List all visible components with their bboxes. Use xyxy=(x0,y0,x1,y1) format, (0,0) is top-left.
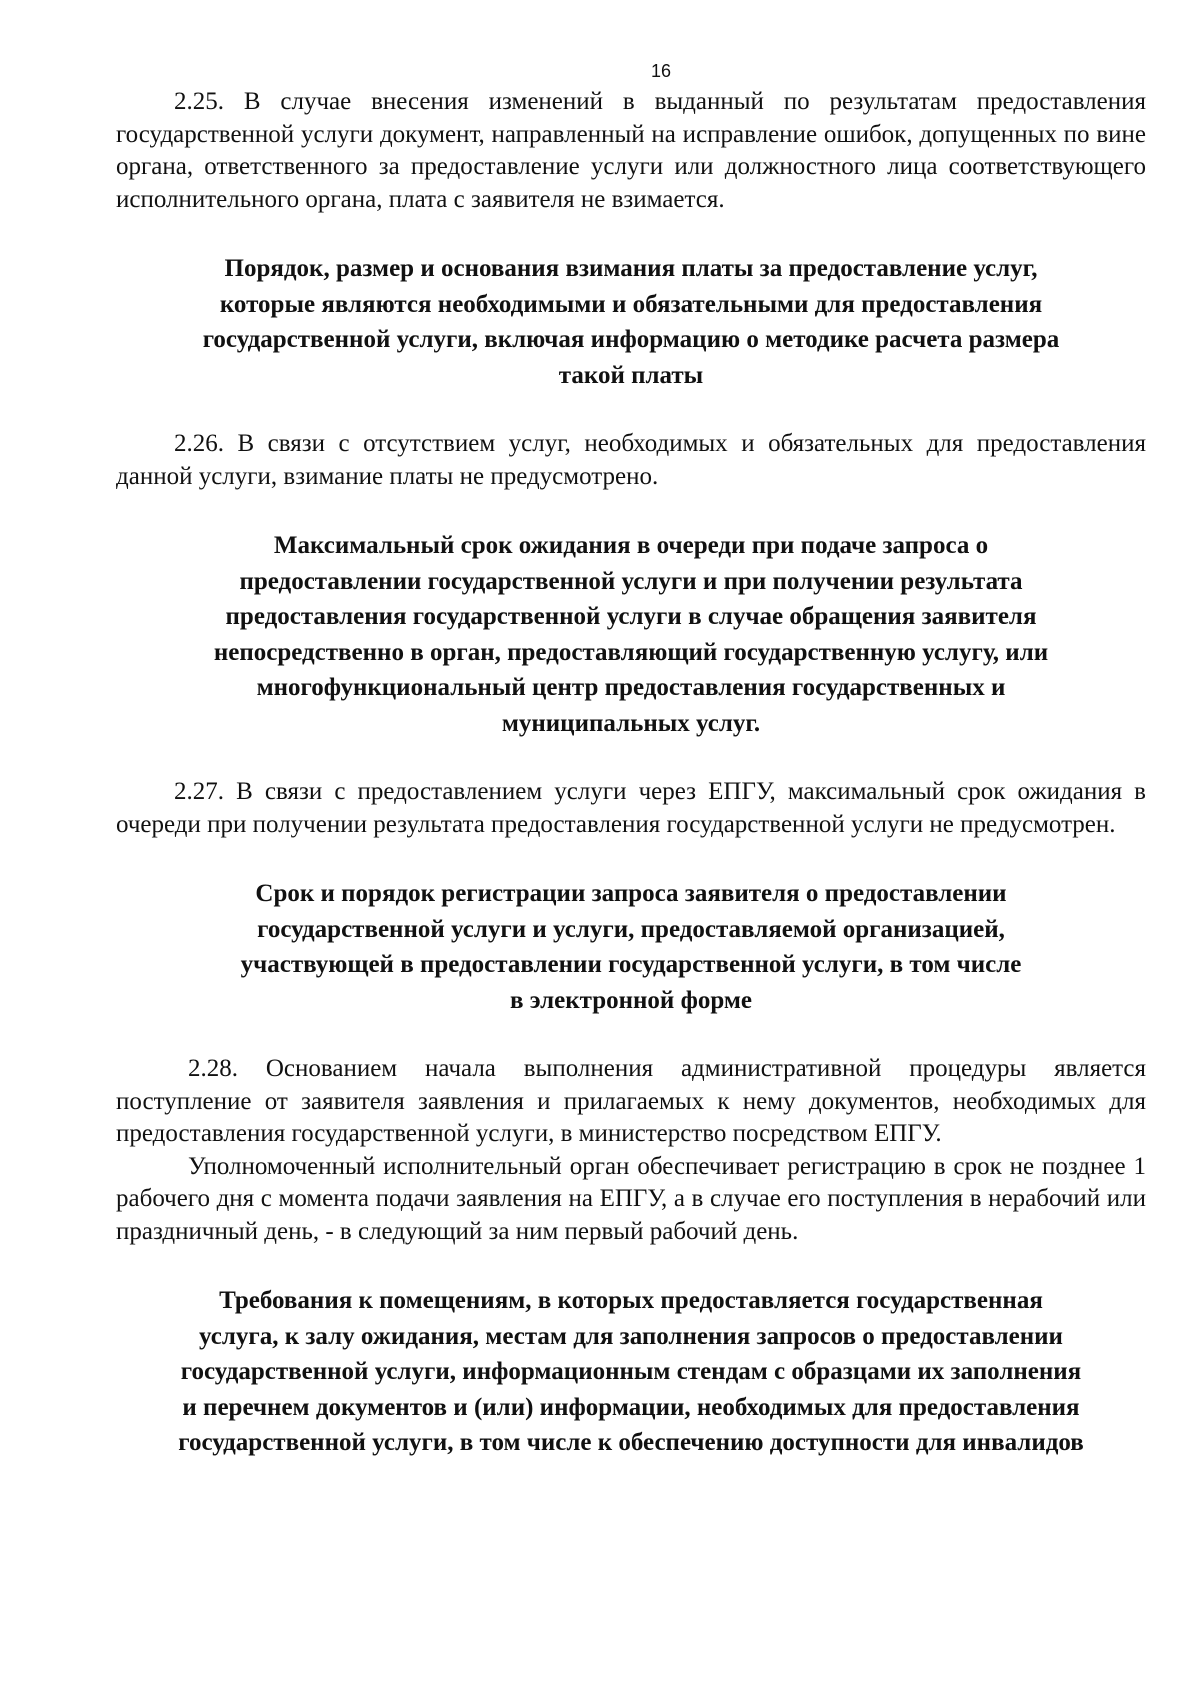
heading-line: государственной услуги и услуги, предоставляемой организацией, xyxy=(257,915,1005,943)
heading-queue xyxy=(116,528,1146,741)
page-number: 16 xyxy=(650,61,672,81)
heading-line: непосредственно в орган, предоставляющий государственную услугу, или xyxy=(213,638,1049,666)
heading-line: предоставлении государственной услуги и при получении результата xyxy=(239,567,1023,595)
heading-line: государственной услуги, включая информацию о методике расчета размера xyxy=(202,326,1060,353)
paragraph-2-26: 2.26. В связи с отсутствием услуг, необходимых и обязательных для предоставления данной услуги, взимание платы не предусмотрено. xyxy=(116,430,1146,490)
heading-line: предоставления государственной услуги в случае обращения заявителя xyxy=(225,603,1037,630)
heading-line: Порядок, размер и основания взимания платы за предоставление услуг, xyxy=(224,255,1038,282)
heading-fee xyxy=(116,251,1146,393)
heading-registration xyxy=(116,876,1146,1018)
paragraph-2-25: 2.25. В случае внесения изменений в выданный по результатам предоставления государственной услуги документ, направленный на исправление ошибок, допущенных по вине органа, ответственного за предоставление услуги или должностного лица соответствующего исполнительного органа, плата с заявителя не взимается. xyxy=(116,88,1146,213)
heading-line: услуга, к залу ожидания, местам для заполнения запросов о предоставлении xyxy=(199,1322,1063,1350)
paragraph-2-27: 2.27. В связи с предоставлением услуги через ЕПГУ, максимальный срок ожидания в очереди при получении результата предоставления государственной услуги не предусмотрен. xyxy=(116,778,1146,838)
paragraph-2-28-continuation: Уполномоченный исполнительный орган обеспечивает регистрацию в срок не позднее 1 рабочего дня с момента подачи заявления на ЕПГУ, а в случае его поступления в нерабочий или праздничный день, - в следующий за ним первый рабочий день. xyxy=(116,1152,1146,1245)
heading-line: государственной услуги, информационным стендам с образцами их заполнения xyxy=(180,1358,1082,1385)
heading-line: такой платы xyxy=(558,361,704,389)
heading-premises xyxy=(116,1283,1146,1461)
heading-line: муниципальных услуг. xyxy=(501,709,761,737)
heading-line: государственной услуги, в том числе к обеспечению доступности для инвалидов xyxy=(178,1429,1084,1456)
heading-line: многофункциональный центр предоставления государственных и xyxy=(256,674,1006,701)
heading-line: Требования к помещениям, в которых предоставляется государственная xyxy=(219,1287,1043,1314)
heading-line: которые являются необходимыми и обязательными для предоставления xyxy=(219,290,1043,318)
heading-line: в электронной форме xyxy=(509,986,753,1014)
heading-line: и перечнем документов и (или) информации, необходимых для предоставления xyxy=(182,1393,1080,1421)
heading-line: Максимальный срок ожидания в очереди при подаче запроса о xyxy=(273,532,989,559)
heading-line: Срок и порядок регистрации запроса заявителя о предоставлении xyxy=(255,880,1007,907)
document-page xyxy=(116,56,1146,1461)
heading-line: участвующей в предоставлении государственной услуги, в том числе xyxy=(240,951,1022,978)
paragraph-2-28: 2.28. Основанием начала выполнения административной процедуры является поступление от заявителя заявления и прилагаемых к нему документов, необходимых для предоставления государственной услуги, в министерство посредством ЕПГУ. xyxy=(116,1055,1146,1147)
